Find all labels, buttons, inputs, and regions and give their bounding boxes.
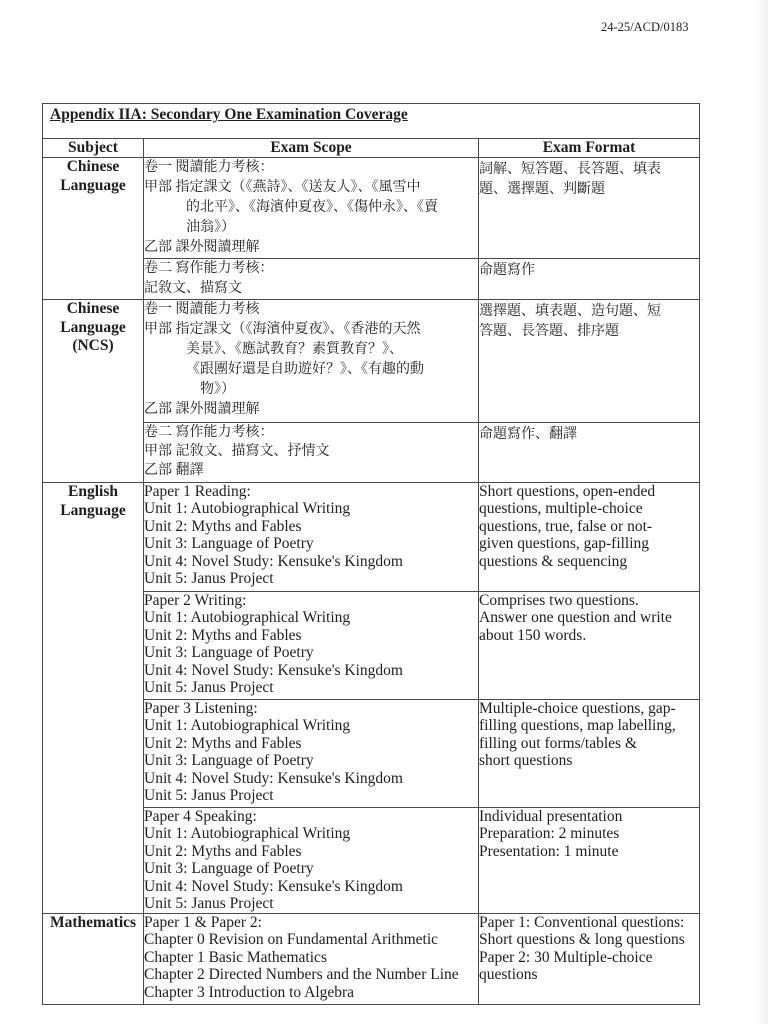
exam-format-line: Paper 1: Conventional questions: bbox=[479, 914, 685, 931]
exam-scope-line: 甲部 記敘文、描寫文、抒情文 bbox=[144, 444, 330, 459]
exam-coverage-table bbox=[42, 103, 700, 1005]
exam-format-line: 答題、長答題、排序題 bbox=[479, 324, 619, 339]
exam-scope-line: Unit 2: Myths and Fables bbox=[144, 626, 302, 644]
exam-scope-line: Chapter 3 Introduction to Algebra bbox=[144, 983, 355, 1001]
header-exam-scope: Exam Scope bbox=[144, 139, 479, 158]
exam-format-cell bbox=[479, 914, 700, 1005]
exam-format-line: given questions, gap-filling bbox=[479, 535, 650, 553]
exam-scope-cell bbox=[144, 483, 479, 592]
exam-scope-line: Unit 1: Autobiographical Writing bbox=[144, 717, 351, 735]
exam-scope-line: Unit 5: Janus Project bbox=[144, 787, 274, 805]
subject-cell-chinese-language bbox=[43, 158, 144, 300]
exam-format-line: questions, true, false or not- bbox=[479, 517, 653, 535]
exam-scope-line: 物》） bbox=[200, 382, 235, 397]
exam-format-line: Comprises two questions. bbox=[479, 592, 639, 609]
exam-scope-line: Unit 4: Novel Study: Kensuke's Kingdom bbox=[144, 661, 403, 679]
subject-name-line: Language bbox=[60, 176, 126, 194]
exam-scope-line: 卷一 閱讀能力考核 bbox=[144, 302, 260, 317]
exam-scope-line: Unit 5: Janus Project bbox=[144, 895, 274, 913]
exam-scope-line: Chapter 2 Directed Numbers and the Number Line bbox=[144, 966, 459, 984]
exam-scope-line: Unit 2: Myths and Fables bbox=[144, 517, 302, 535]
scan-edge-shading bbox=[754, 0, 768, 1024]
exam-scope-cell bbox=[144, 158, 479, 259]
exam-format-cell bbox=[479, 592, 700, 700]
table-row bbox=[43, 483, 700, 592]
table-title-row bbox=[43, 104, 700, 139]
exam-format-line: Paper 2: 30 Multiple-choice bbox=[479, 948, 653, 966]
exam-scope-line: 油翁》） bbox=[186, 220, 235, 235]
exam-scope-line: Paper 3 Listening: bbox=[144, 700, 258, 717]
exam-scope-line: Paper 1 Reading: bbox=[144, 483, 251, 500]
exam-scope-line: Unit 1: Autobiographical Writing bbox=[144, 500, 351, 518]
subject-name-line: Chinese bbox=[66, 300, 120, 317]
subject-name-line: Language bbox=[60, 501, 126, 519]
exam-scope-line: 卷二 寫作能力考核： bbox=[144, 261, 274, 276]
exam-format-cell bbox=[479, 300, 700, 423]
exam-scope-cell bbox=[144, 300, 479, 423]
exam-scope-cell bbox=[144, 423, 479, 483]
exam-scope-line: Unit 3: Language of Poetry bbox=[144, 644, 314, 662]
exam-format-line: Presentation: 1 minute bbox=[479, 842, 619, 860]
exam-format-cell bbox=[479, 808, 700, 914]
exam-scope-line: 甲部 指定課文（《燕詩》、《送友人》、《風雪中 bbox=[144, 180, 421, 195]
exam-scope-line: 乙部 翻譯 bbox=[144, 463, 204, 478]
exam-scope-cell bbox=[144, 914, 479, 1005]
exam-scope-line: Paper 2 Writing: bbox=[144, 592, 247, 609]
exam-format-line: short questions bbox=[479, 752, 573, 770]
exam-scope-cell bbox=[144, 808, 479, 914]
exam-scope-line: Unit 3: Language of Poetry bbox=[144, 535, 314, 553]
table-title: Appendix IIA: Secondary One Examination Coverage bbox=[50, 106, 408, 123]
subject-cell-mathematics bbox=[43, 914, 144, 1005]
exam-scope-line: Unit 3: Language of Poetry bbox=[144, 860, 314, 878]
exam-format-line: questions bbox=[479, 966, 538, 984]
exam-format-line: Preparation: 2 minutes bbox=[479, 825, 620, 843]
exam-scope-line: 卷一 閱讀能力考核： bbox=[144, 160, 274, 175]
subject-cell-english-language bbox=[43, 483, 144, 914]
subject-cell-chinese-language-ncs bbox=[43, 300, 144, 483]
exam-scope-line: Unit 3: Language of Poetry bbox=[144, 752, 314, 770]
exam-format-line: 命題寫作 bbox=[479, 263, 535, 278]
exam-scope-line: 《跟團好還是自助遊好？》、《有趣的動 bbox=[186, 362, 424, 377]
exam-format-line: questions & sequencing bbox=[479, 552, 628, 570]
exam-scope-cell bbox=[144, 592, 479, 700]
exam-format-line: filling out forms/tables & bbox=[479, 734, 637, 752]
exam-scope-line: Unit 1: Autobiographical Writing bbox=[144, 825, 351, 843]
header-exam-format: Exam Format bbox=[479, 139, 700, 158]
exam-format-line: 選擇題、填表題、造句題、短 bbox=[479, 304, 661, 319]
subject-name-line: Language bbox=[60, 318, 126, 336]
exam-scope-cell bbox=[144, 700, 479, 808]
exam-format-line: Answer one question and write bbox=[479, 609, 672, 627]
exam-format-line: Multiple-choice questions, gap- bbox=[479, 700, 676, 717]
exam-scope-line: 甲部 指定課文（《海濱仲夏夜》、《香港的天然 bbox=[144, 322, 421, 337]
exam-scope-line: Unit 2: Myths and Fables bbox=[144, 842, 302, 860]
exam-scope-line: Chapter 1 Basic Mathematics bbox=[144, 948, 327, 966]
table-title-cell bbox=[43, 104, 700, 139]
exam-scope-cell bbox=[144, 259, 479, 300]
table-header-row bbox=[43, 139, 700, 158]
exam-scope-line: Unit 4: Novel Study: Kensuke's Kingdom bbox=[144, 877, 403, 895]
exam-scope-line: Paper 4 Speaking: bbox=[144, 808, 257, 825]
subject-name-line: (NCS) bbox=[72, 337, 114, 354]
exam-format-line: 題、選擇題、判斷題 bbox=[479, 182, 605, 197]
exam-format-line: Short questions, open-ended bbox=[479, 483, 656, 500]
exam-format-cell bbox=[479, 259, 700, 300]
exam-format-line: 詞解、短答題、長答題、填表 bbox=[479, 162, 661, 177]
table-row bbox=[43, 300, 700, 423]
subject-name-line: Chinese bbox=[66, 158, 120, 175]
exam-scope-line: 美景》、《應試教育？素質教育？》、 bbox=[186, 342, 403, 357]
exam-format-line: about 150 words. bbox=[479, 626, 587, 644]
exam-format-cell bbox=[479, 423, 700, 483]
exam-format-line: Individual presentation bbox=[479, 808, 623, 825]
exam-scope-line: Unit 4: Novel Study: Kensuke's Kingdom bbox=[144, 552, 403, 570]
subject-name-line: Mathematics bbox=[49, 914, 137, 931]
exam-scope-line: 記敘文、描寫文 bbox=[144, 281, 242, 296]
table-row bbox=[43, 158, 700, 259]
exam-format-cell bbox=[479, 158, 700, 259]
exam-format-line: questions, multiple-choice bbox=[479, 500, 643, 518]
exam-scope-line: Chapter 0 Revision on Fundamental Arithmetic bbox=[144, 931, 439, 949]
exam-scope-line: 的北平》、《海濱仲夏夜》、《傷仲永》、《賣 bbox=[186, 200, 438, 215]
exam-scope-line: Unit 2: Myths and Fables bbox=[144, 734, 302, 752]
subject-name-line: English bbox=[68, 483, 118, 500]
exam-scope-line: 乙部 課外閱讀理解 bbox=[144, 402, 260, 417]
exam-scope-line: Unit 5: Janus Project bbox=[144, 570, 274, 588]
exam-format-cell bbox=[479, 483, 700, 592]
exam-format-line: 命題寫作、翻譯 bbox=[479, 427, 577, 442]
document-reference-number: 24-25/ACD/0183 bbox=[601, 20, 689, 34]
exam-format-line: filling questions, map labelling, bbox=[479, 717, 676, 735]
exam-scope-line: Unit 5: Janus Project bbox=[144, 679, 274, 697]
exam-scope-line: 乙部 課外閱讀理解 bbox=[144, 240, 260, 255]
exam-scope-line: 卷二 寫作能力考核： bbox=[144, 425, 274, 440]
header-subject: Subject bbox=[43, 139, 144, 158]
exam-scope-line: Unit 4: Novel Study: Kensuke's Kingdom bbox=[144, 769, 403, 787]
exam-format-line: Short questions & long questions bbox=[479, 931, 685, 949]
exam-scope-line: Paper 1 & Paper 2: bbox=[144, 914, 262, 931]
exam-scope-line: Unit 1: Autobiographical Writing bbox=[144, 609, 351, 627]
table-row bbox=[43, 914, 700, 1005]
exam-format-cell bbox=[479, 700, 700, 808]
